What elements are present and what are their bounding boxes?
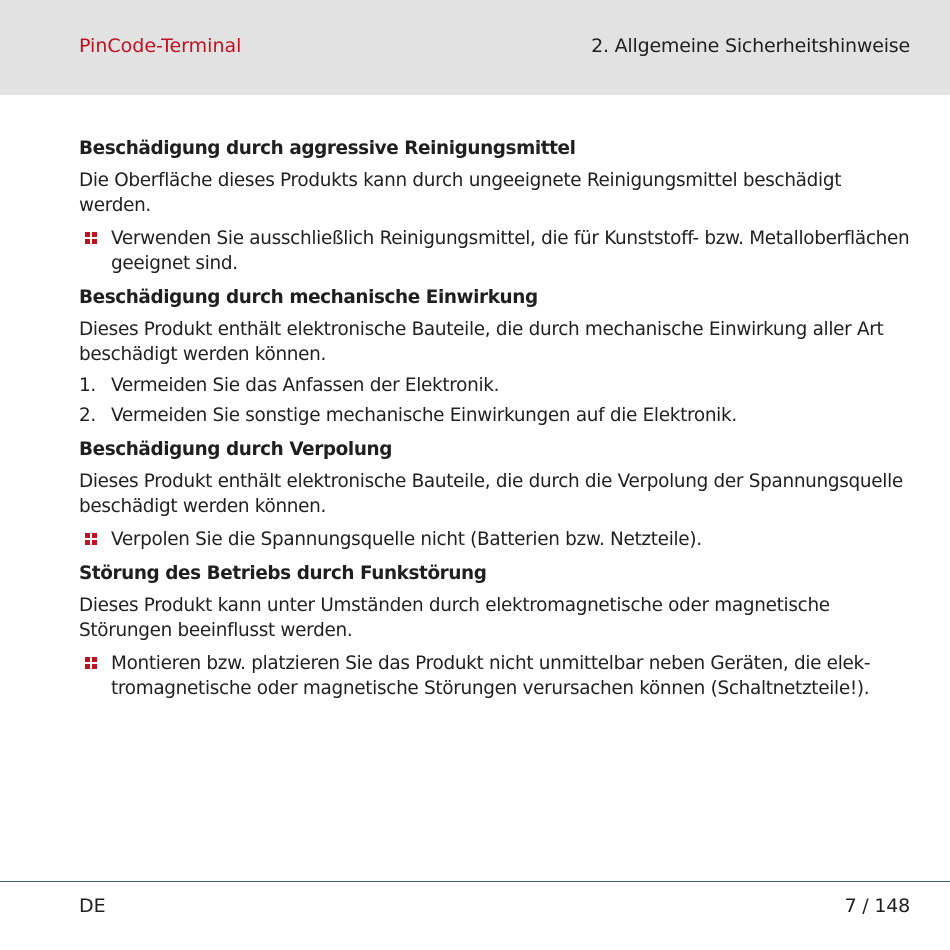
section-mechanical-impact bbox=[79, 285, 911, 428]
footer-divider bbox=[0, 881, 950, 882]
bullet-squares-icon bbox=[85, 232, 97, 244]
page-header bbox=[0, 0, 950, 95]
list-item bbox=[79, 403, 911, 428]
page-number: 7 / 148 bbox=[844, 895, 910, 917]
section-heading: Beschädigung durch aggressive Reinigungsmittel bbox=[79, 138, 576, 159]
list-item bbox=[79, 651, 911, 701]
section-radio-interference bbox=[79, 561, 911, 701]
list-item bbox=[79, 373, 911, 398]
section-text: Dieses Produkt enthält elektronische Bauteile, die durch mechanische Einwirkung aller Art beschädigt werden können. bbox=[79, 319, 884, 365]
section-text: Die Oberfläche dieses Produkts kann durch ungeeignete Reinigungsmittel beschädigt werden. bbox=[79, 170, 842, 216]
list-number: 1. bbox=[79, 375, 96, 396]
product-name: PinCode-Terminal bbox=[79, 35, 242, 57]
section-heading: Beschädigung durch Verpolung bbox=[79, 439, 392, 460]
section-text: Dieses Produkt kann unter Umständen durch elektromagnetische oder magnetische Störungen beeinflusst werden. bbox=[79, 595, 830, 641]
chapter-title: 2. Allgemeine Sicherheitshinweise bbox=[591, 35, 910, 57]
section-text: Dieses Produkt enthält elektronische Bauteile, die durch die Verpolung der Spannungsquelle beschädigt werden können. bbox=[79, 471, 903, 517]
section-heading: Beschädigung durch mechanische Einwirkung bbox=[79, 287, 538, 308]
list-number: 2. bbox=[79, 405, 96, 426]
list-item bbox=[79, 527, 911, 552]
list-item-text: Verpolen Sie die Spannungsquelle nicht (Batterien bzw. Netzteile). bbox=[111, 529, 702, 550]
section-heading: Störung des Betriebs durch Funkstörung bbox=[79, 563, 487, 584]
list-item-text: Vermeiden Sie sonstige mechanische Einwirkungen auf die Elektronik. bbox=[111, 405, 737, 426]
language-code: DE bbox=[79, 895, 106, 917]
section-cleaning-agents bbox=[79, 136, 911, 276]
list-item bbox=[79, 226, 911, 276]
list-item-text: Verwenden Sie ausschließlich Reinigungsmittel, die für Kunststoff- bzw. Metalloberflächen geeignet sind. bbox=[111, 228, 910, 274]
page-content bbox=[79, 136, 911, 710]
section-reverse-polarity bbox=[79, 437, 911, 552]
list-item-text: Montieren bzw. platzieren Sie das Produkt nicht unmittelbar neben Geräten, die elektromagnetische oder magnetische Störungen verursachen können (Schaltnetzteile!). bbox=[111, 653, 871, 699]
list-item-text: Vermeiden Sie das Anfassen der Elektronik. bbox=[111, 375, 500, 396]
bullet-squares-icon bbox=[85, 657, 97, 669]
bullet-squares-icon bbox=[85, 533, 97, 545]
